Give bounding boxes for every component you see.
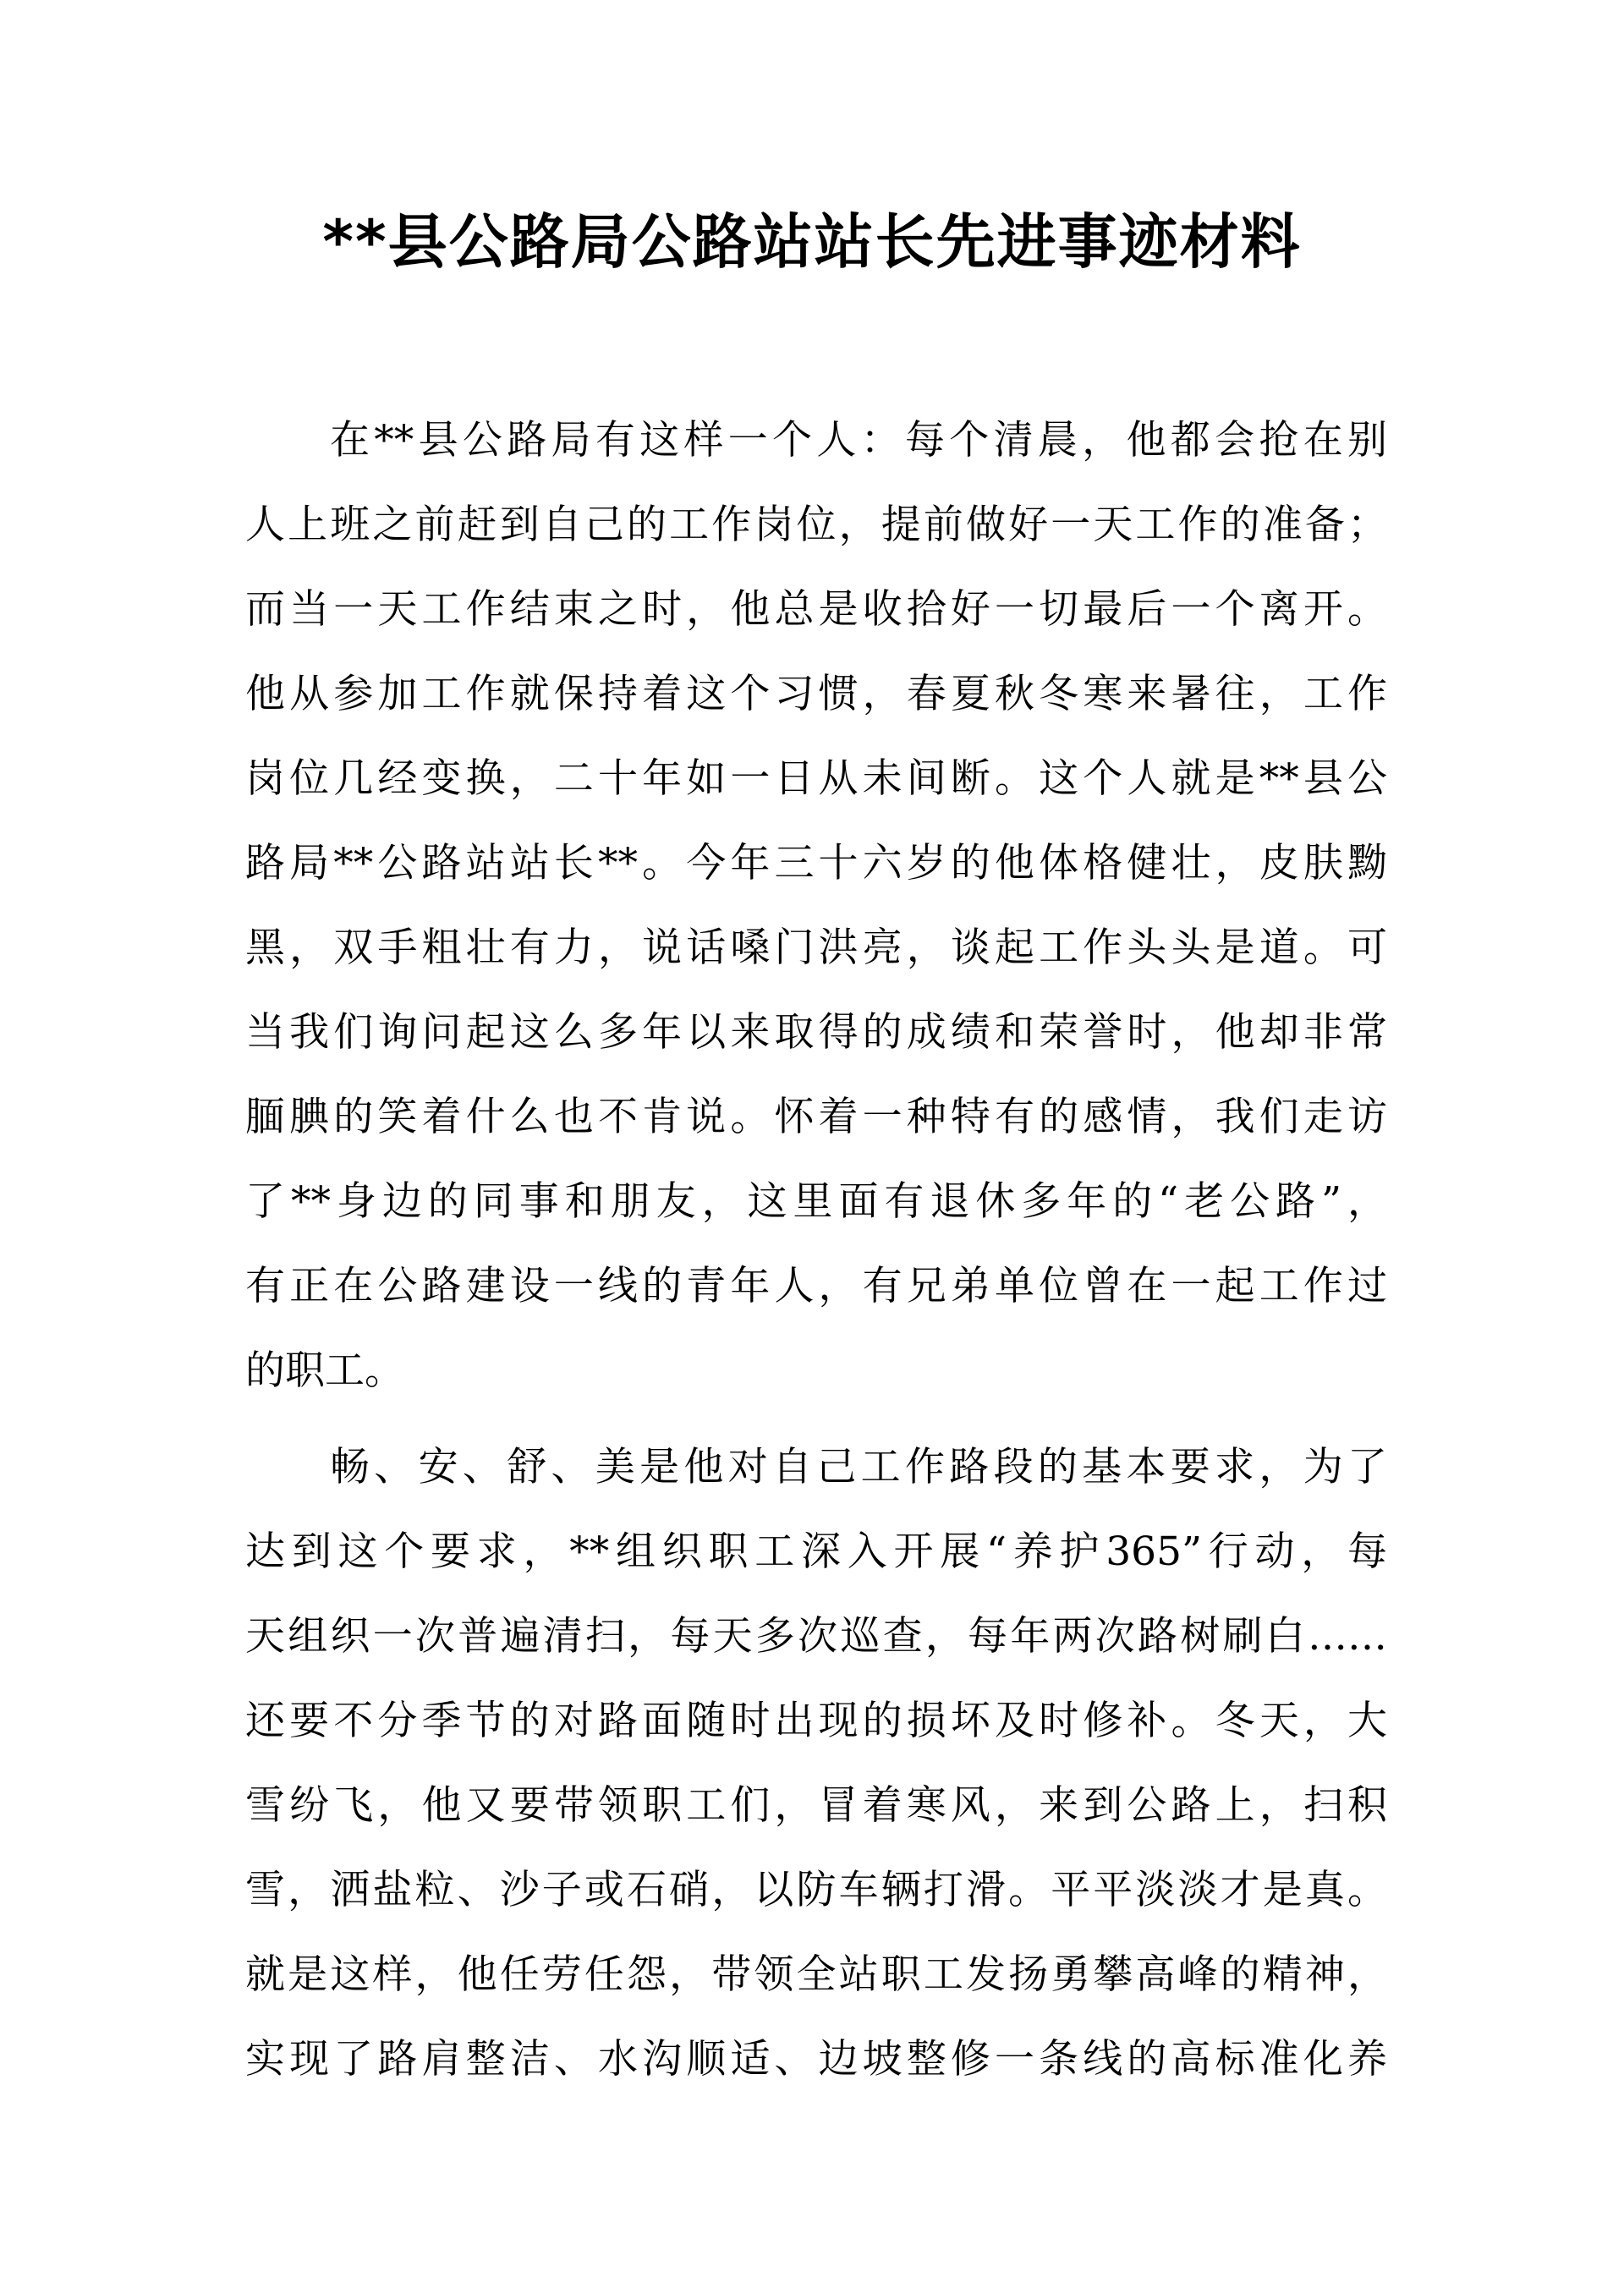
paragraph-2-line-1: 畅、安、舒、美是他对自己工作路段的基本要求，为了 — [330, 1444, 1387, 1490]
paragraph-1-line-11: 有正在公路建设一线的青年人，有兄弟单位曾在一起工作过 — [245, 1263, 1387, 1309]
paragraph-1-line-5: 岗位几经变换，二十年如一日从未间断。这个人就是**县公 — [245, 755, 1387, 802]
paragraph-2-line-7: 就是这样，他任劳任怨，带领全站职工发扬勇攀高峰的精神， — [245, 1951, 1387, 1998]
paragraph-1-line-4: 他从参加工作就保持着这个习惯，春夏秋冬寒来暑往，工作 — [245, 671, 1387, 717]
paragraph-1-line-2: 人上班之前赶到自己的工作岗位，提前做好一天工作的准备； — [245, 502, 1387, 548]
paragraph-2-line-8: 实现了路肩整洁、水沟顺适、边坡整修一条线的高标准化养 — [245, 2036, 1387, 2083]
paragraph-2-line-6: 雪，洒盐粒、沙子或石硝，以防车辆打滑。平平淡淡才是真。 — [245, 1867, 1387, 1913]
paragraph-2-line-3: 天组织一次普遍清扫，每天多次巡查，每年两次路树刷白…… — [245, 1613, 1387, 1660]
paragraph-2-line-4: 还要不分季节的对路面随时出现的损坏及时修补。冬天，大 — [245, 1698, 1387, 1744]
paragraph-1-line-7: 黑，双手粗壮有力，说话嗓门洪亮，谈起工作头头是道。可 — [245, 925, 1387, 971]
paragraph-2-line-2: 达到这个要求，**组织职工深入开展“养护365”行动，每 — [245, 1528, 1387, 1575]
paragraph-1-line-10: 了**身边的同事和朋友，这里面有退休多年的“老公路”， — [245, 1178, 1387, 1225]
paragraph-1-line-6: 路局**公路站站长**。今年三十六岁的他体格健壮，皮肤黝 — [245, 840, 1387, 886]
paragraph-1-line-9: 腼腆的笑着什么也不肯说。怀着一种特有的感情，我们走访 — [245, 1094, 1387, 1140]
paragraph-1-line-1: 在**县公路局有这样一个人：每个清晨，他都会抢在别 — [330, 417, 1387, 464]
paragraph-1-line-8: 当我们询问起这么多年以来取得的成绩和荣誉时，他却非常 — [245, 1009, 1387, 1056]
paragraph-1-line-12: 的职工。 — [245, 1347, 404, 1394]
document-title: **县公路局公路站站长先进事迹材料 — [322, 207, 1302, 277]
paragraph-1-line-3: 而当一天工作结束之时，他总是收拾好一切最后一个离开。 — [245, 586, 1387, 633]
paragraph-2-line-5: 雪纷飞，他又要带领职工们，冒着寒风，来到公路上，扫积 — [245, 1782, 1387, 1829]
